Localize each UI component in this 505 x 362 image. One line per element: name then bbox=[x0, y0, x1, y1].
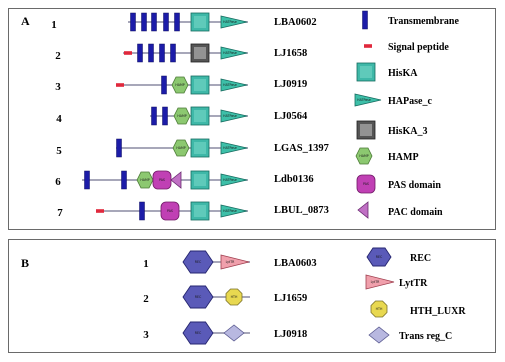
domain-tag-text: HATPase bbox=[223, 209, 237, 214]
transmembrane-segment bbox=[160, 44, 165, 62]
row-number: 7 bbox=[57, 207, 63, 219]
row-number: 3 bbox=[55, 81, 61, 93]
domain-tag-text: HATPase bbox=[223, 20, 237, 25]
domain-tag-text: HAMP bbox=[175, 83, 185, 88]
panel-a-letter: A bbox=[21, 14, 30, 28]
protein-name: LBA0602 bbox=[274, 17, 317, 28]
protein-name: LJ0919 bbox=[274, 79, 308, 90]
domain-tag-text: HAMP bbox=[140, 178, 150, 183]
transmembrane-segment bbox=[122, 171, 127, 189]
transmembrane-segment bbox=[85, 171, 90, 189]
hiska3-domain-highlight bbox=[360, 124, 372, 136]
legend-label-hth-luxr: HTH_LUXR bbox=[410, 306, 466, 317]
legend-label-hiska: HisKA bbox=[388, 68, 418, 79]
hiska-domain-highlight bbox=[194, 205, 206, 217]
transmembrane-segment bbox=[163, 107, 168, 125]
protein-name: LBUL_0873 bbox=[274, 205, 329, 216]
hiska-domain-highlight bbox=[194, 110, 206, 122]
legend-label-transmembrane: Transmembrane bbox=[388, 16, 459, 27]
domain-tag-text: PAS bbox=[159, 178, 165, 183]
legend-label-hatpase: HAPase_c bbox=[388, 96, 432, 107]
protein-name: LBA0603 bbox=[274, 258, 317, 269]
row-number: 1 bbox=[143, 258, 149, 270]
protein-name: Ldb0136 bbox=[274, 174, 314, 185]
transmembrane-segment bbox=[142, 13, 147, 31]
legend-label-pac: PAC domain bbox=[388, 207, 443, 218]
protein-name: LJ1659 bbox=[274, 293, 308, 304]
signal-peptide bbox=[116, 83, 124, 87]
transmembrane-segment bbox=[117, 139, 122, 157]
legend-label-signal-peptide: Signal peptide bbox=[388, 42, 449, 53]
row-number: 4 bbox=[56, 113, 62, 125]
signal-peptide bbox=[96, 209, 104, 213]
pac-domain bbox=[171, 172, 181, 188]
domain-tag-text: REC bbox=[194, 331, 202, 336]
transmembrane-segment bbox=[162, 76, 167, 94]
transmembrane-segment bbox=[152, 107, 157, 125]
domain-tag-text: HATPase bbox=[357, 98, 371, 103]
row-number: 2 bbox=[143, 293, 149, 305]
hiska-domain-highlight bbox=[194, 142, 206, 154]
domain-tag-text: HATPase bbox=[223, 114, 237, 119]
transmembrane-segment bbox=[131, 13, 136, 31]
transmembrane-segment bbox=[171, 44, 176, 62]
domain-tag-text: PAS bbox=[363, 182, 369, 187]
transmembrane-segment bbox=[138, 44, 143, 62]
protein-name: LJ1658 bbox=[274, 48, 308, 59]
domain-tag-text: LytTR bbox=[225, 260, 235, 265]
domain-tag-text: HAMP bbox=[359, 154, 369, 159]
domain-tag-text: HATPase bbox=[223, 178, 237, 183]
hiska-domain-highlight bbox=[194, 79, 206, 91]
domain-tag-text: REC bbox=[194, 260, 202, 265]
legend-label-pas: PAS domain bbox=[388, 180, 441, 191]
signal-peptide bbox=[124, 51, 132, 55]
hiska-domain-highlight bbox=[360, 66, 372, 78]
domain-tag-text: LytTR bbox=[370, 280, 380, 285]
trans-reg-c-domain bbox=[224, 325, 244, 341]
domain-tag-text: HAMP bbox=[177, 114, 187, 119]
row-number: 2 bbox=[55, 50, 61, 62]
row-number: 1 bbox=[51, 19, 57, 31]
transmembrane-segment bbox=[175, 13, 180, 31]
domain-tag-text: HTH bbox=[230, 295, 238, 300]
row-number: 6 bbox=[55, 176, 61, 188]
panel-b-letter: B bbox=[21, 256, 30, 270]
transmembrane-segment bbox=[140, 202, 145, 220]
row-number: 5 bbox=[56, 145, 62, 157]
domain-tag-text: REC bbox=[375, 255, 383, 260]
domain-tag-text: HAMP bbox=[176, 146, 186, 151]
legend-label-lyttr: LytTR bbox=[399, 278, 428, 289]
transmembrane-segment bbox=[363, 11, 368, 29]
domain-tag-text: PAS bbox=[167, 209, 173, 214]
protein-name: LGAS_1397 bbox=[274, 143, 329, 154]
legend-label-trans-reg-c: Trans reg_C bbox=[399, 331, 453, 342]
protein-name: LJ0918 bbox=[274, 329, 308, 340]
signal-peptide bbox=[364, 44, 372, 48]
legend-label-hiska3: HisKA_3 bbox=[388, 126, 428, 137]
domain-tag-text: HATPase bbox=[223, 51, 237, 56]
legend-label-hamp: HAMP bbox=[388, 152, 419, 163]
transmembrane-segment bbox=[149, 44, 154, 62]
hiska-domain-highlight bbox=[194, 174, 206, 186]
domain-tag-text: HATPase bbox=[223, 83, 237, 88]
transmembrane-segment bbox=[152, 13, 157, 31]
domain-tag-text: HTH bbox=[375, 307, 383, 312]
hiska-domain-highlight bbox=[194, 16, 206, 28]
domain-tag-text: REC bbox=[194, 295, 202, 300]
transmembrane-segment bbox=[164, 13, 169, 31]
domain-tag-text: HATPase bbox=[223, 146, 237, 151]
protein-name: LJ0564 bbox=[274, 111, 308, 122]
legend-label-rec: REC bbox=[410, 253, 432, 264]
row-number: 3 bbox=[143, 329, 149, 341]
pac-domain bbox=[358, 202, 368, 218]
hiska3-domain-highlight bbox=[194, 47, 206, 59]
trans-reg-c-domain bbox=[369, 327, 389, 343]
